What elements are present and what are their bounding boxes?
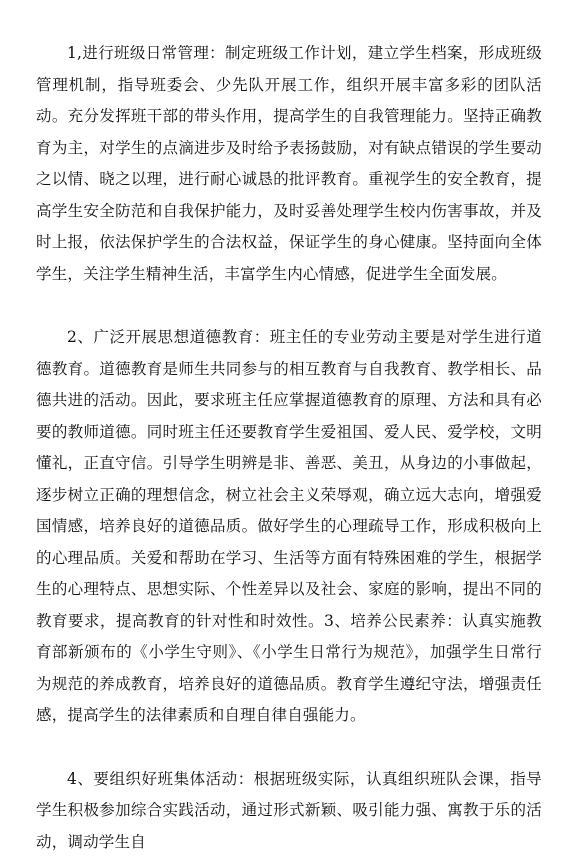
paragraph-class-activities: 4、要组织好班集体活动：根据班级实际，认真组织班队会课，指导学生积极参加综合实践活动，通过形式新颖、吸引能力强、寓教于乐的活动，调动学生自 — [36, 764, 542, 858]
paragraph-class-daily-management: 1,进行班级日常管理：制定班级工作计划，建立学生档案，形成班级管理机制，指导班委会、少先队开展工作，组织开展丰富多彩的团队活动。充分发挥班干部的带头作用，提高学生的自我管理能力。坚持正确教育为主，对学生的点滴进步及时给予表扬鼓励，对有缺点错误的学生要动之以情、晓之以理，进行耐心诚恳的批评教育。重视学生的安全教育，提高学生安全防范和自我保护能力，及时妥善处理学生校内伤害事故，并及时上报，依法保护学生的合法权益，保证学生的身心健康。坚持面向全体学生，关注学生精神生活，丰富学生内心情感，促进学生全面发展。 — [36, 38, 542, 290]
paragraph-moral-education: 2、广泛开展思想道德教育：班主任的专业劳动主要是对学生进行道德教育。道德教育是师生共同参与的相互教育与自我教育、教学相长、品德共进的活动。因此，要求班主任应掌握道德教育的原理、方法和具有必要的教师道德。同时班主任还要教育学生爱祖国、爱人民、爱学校，文明懂礼，正直守信。引导学生明辨是非、善恶、美丑，从身边的小事做起，逐步树立正确的理想信念，树立社会主义荣辱观，确立远大志向，增强爱国情感，培养良好的道德品质。做好学生的心理疏导工作，形成积极向上的心理品质。关爱和帮助在学习、生活等方面有特殊困难的学生，根据学生的心理特点、思想实际、个性差异以及社会、家庭的影响，提出不同的教育要求，提高教育的针对性和时效性。3、培养公民素养：认真实施教育部新颁布的《小学生守则》、《小学生日常行为规范》，加强学生日常行为规范的养成教育，培养良好的道德品质。教育学生遵纪守法，增强责任感，提高学生的法律素质和自理自律自强能力。 — [36, 322, 542, 732]
